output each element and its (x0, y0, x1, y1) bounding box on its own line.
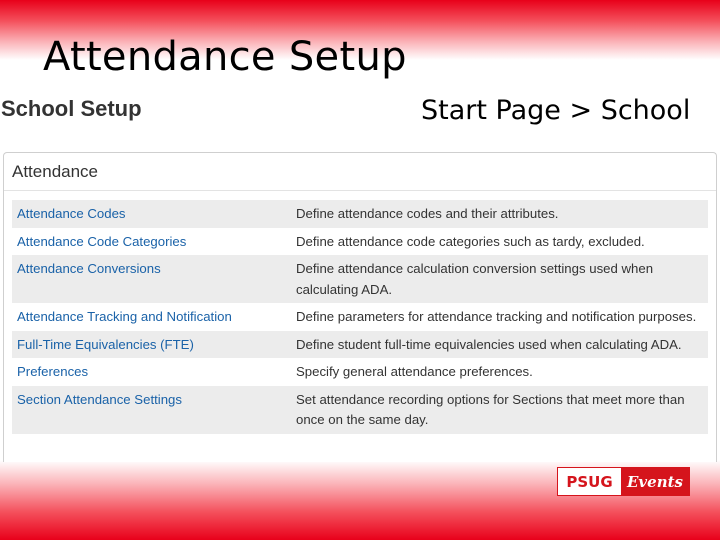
item-description: Define attendance code categories such as tardy, excluded. (296, 233, 645, 249)
attendance-panel (3, 152, 717, 462)
item-description: Define student full-time equivalencies used when calculating ADA. (296, 336, 682, 352)
list-item (12, 200, 708, 228)
logo-events-text: Events (621, 468, 689, 495)
item-description: Define attendance calculation conversion settings used when calculating ADA. (296, 261, 654, 297)
list-item (12, 386, 708, 434)
page-title: School Setup (1, 96, 142, 121)
setup-list (12, 200, 708, 434)
list-item (12, 358, 708, 386)
psug-events-logo (557, 467, 690, 496)
fte-link[interactable]: Full-Time Equivalencies (FTE) (17, 336, 194, 352)
panel-divider (4, 190, 716, 191)
slide-title: Attendance Setup (43, 34, 407, 80)
attendance-conversions-link[interactable]: Attendance Conversions (17, 261, 161, 276)
item-description: Set attendance recording options for Sections that meet more than once on the same day. (296, 391, 685, 427)
breadcrumb: Start Page > School (421, 95, 691, 126)
logo-psug-text: PSUG (566, 472, 613, 491)
panel-title: Attendance (12, 162, 99, 181)
list-item (12, 255, 708, 303)
list-item (12, 303, 708, 331)
preferences-link[interactable]: Preferences (17, 364, 89, 379)
item-description: Define parameters for attendance tracking and notification purposes. (296, 309, 697, 324)
list-item (12, 331, 708, 359)
attendance-tracking-notification-link[interactable]: Attendance Tracking and Notification (17, 309, 232, 324)
item-description: Specify general attendance preferences. (296, 364, 533, 379)
section-attendance-settings-link[interactable]: Section Attendance Settings (17, 391, 182, 407)
attendance-codes-link[interactable]: Attendance Codes (17, 206, 126, 221)
item-description: Define attendance codes and their attributes. (296, 206, 559, 221)
list-item (12, 228, 708, 256)
attendance-code-categories-link[interactable]: Attendance Code Categories (17, 233, 187, 249)
